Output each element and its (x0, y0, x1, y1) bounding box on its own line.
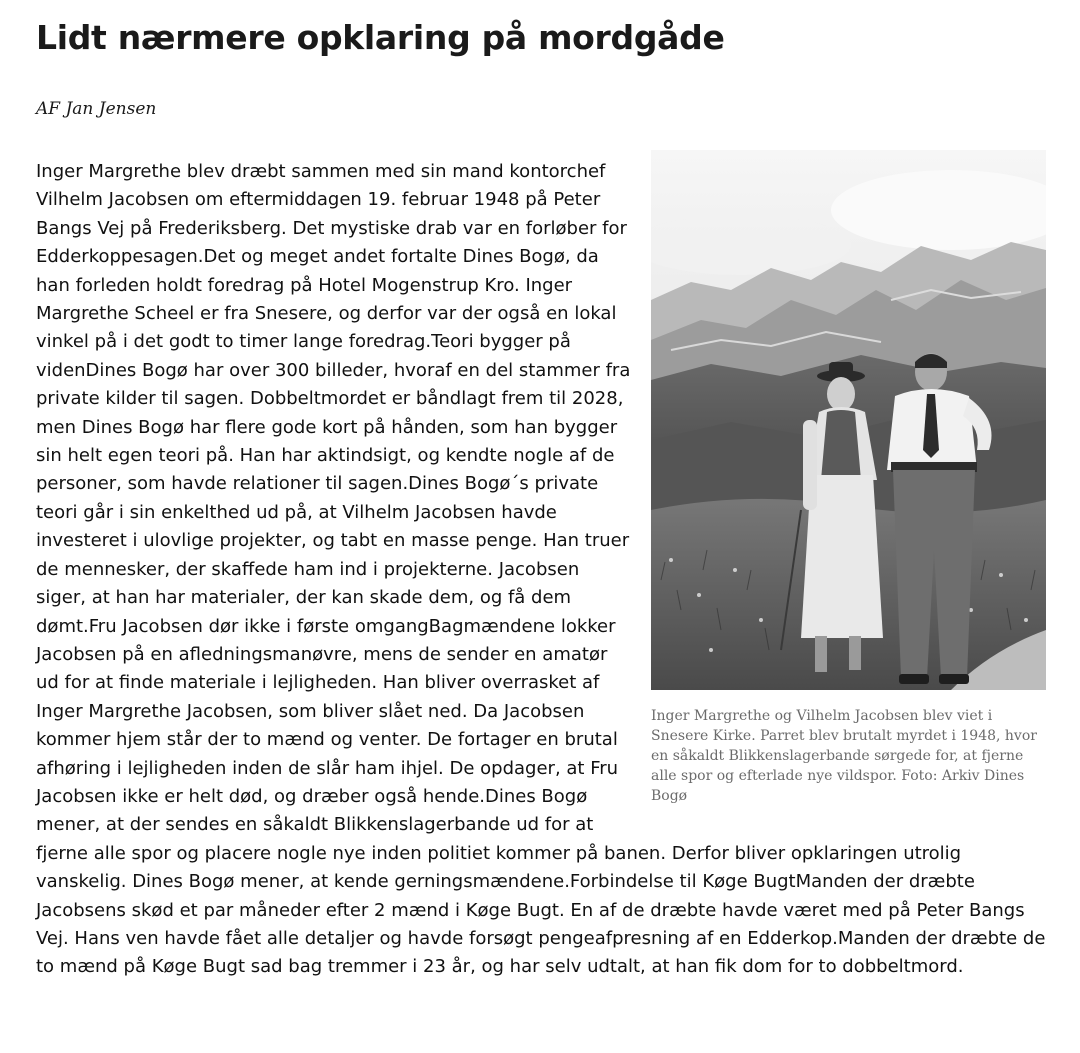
article-figure (651, 150, 1046, 822)
article-title: Lidt nærmere opklaring på mordgåde (36, 18, 725, 57)
couple-photo (651, 150, 1046, 690)
article-content (36, 158, 1046, 982)
photo-caption: Inger Margrethe og Vilhelm Jacobsen blev viet i Snesere Kirke. Parret blev brutalt myrdet i 1948, hvor en såkaldt Blikkenslagerbande sørgede for, at fjerne alle spor og efterlade nye vildspor. Foto: Arkiv Dines Bogø (651, 708, 1037, 804)
article-byline: AF Jan Jensen (36, 99, 157, 119)
article-body: Inger Margrethe blev dræbt sammen med sin mand kontorchef Vilhelm Jacobsen om eftermiddagen 19. februar 1948 på Peter Bangs Vej på Frederiksberg. Det mystiske drab var en forløber for Edderkoppesagen.Det og meget andet fortalte Dines Bogø, da han forleden holdt foredrag på Hotel Mogenstrup Kro. Inger Margrethe Scheel er fra Snesere, og derfor var der også en lokal vinkel på i det godt to timer lange foredrag.Teori bygger på videnDines Bogø har over 300 billeder, hvoraf en del stammer fra private kilder til sagen. Dobbeltmordet er båndlagt frem til 2028, men Dines Bogø har flere gode kort på hånden, som han bygger sin helt egen teori på. Han har aktindsigt, og kendte nogle af de personer, som havde relationer til sagen.Dines Bogø´s private teori går i sin enkelthed ud på, at Vilhelm Jacobsen havde investeret i ulovlige projekter, og tabt en masse penge. Han truer de mennesker, der skaffede ham ind i projekterne. Jacobsen siger, at han har materialer, der kan skade dem, og få dem dømt.Fru Jacobsen dør ikke i første omgangBagmændene lokker Jacobsen på en afledningsmanøvre, mens de sender en amatør ud for at finde materiale i lejligheden. Han bliver overrasket af Inger Margrethe Jacobsen, som bliver slået ned. Da Jacobsen kommer hjem står der to mænd og venter. De fortager en brutal afhøring i lejligheden inden de slår ham ihjel. De opdager, at Fru Jacobsen ikke er helt død, og dræber også hende.Dines Bogø mener, at der sendes en såkaldt Blikkenslagerbande ud for at fjerne alle spor og placere nogle nye inden politiet kommer på banen. Derfor bliver opklaringen utrolig vanskelig. Dines Bogø mener, at kende gerningsmændene.Forbindelse til Køge BugtManden der dræbte Jacobsens skød et par måneder efter 2 mænd i Køge Bugt. En af de dræbte havde været med på Peter Bangs Vej. Hans ven havde fået alle detaljer og havde forsøgt pengeafpresning af en Edderkop.Manden der dræbte de to mænd på Køge Bugt sad bag tremmer i 23 år, og har selv udtalt, at han fik dom for to dobbeltmord. (36, 161, 1046, 978)
